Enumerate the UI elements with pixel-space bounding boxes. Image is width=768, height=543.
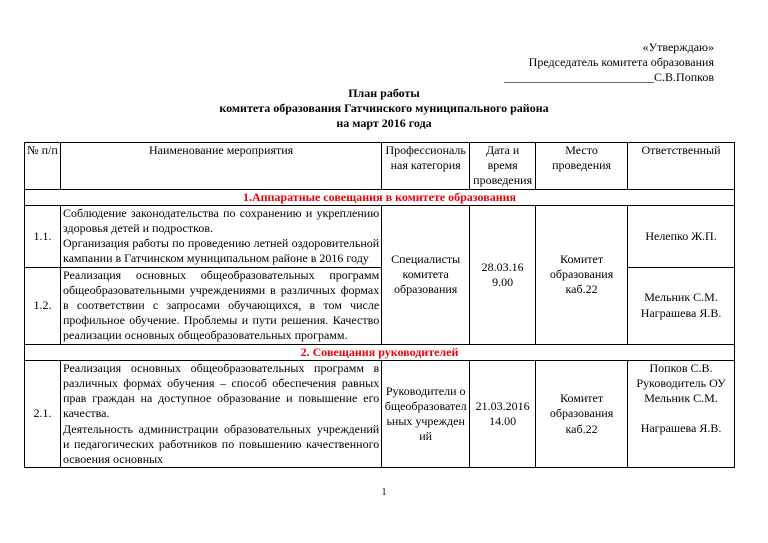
row-2-1-time: 14.00 [489, 414, 517, 429]
row-2-1-place: Комитет образования каб.22 [536, 360, 628, 467]
plan-table [24, 142, 735, 468]
section-1-title: 1.Аппаратные совещания в комитете образования [25, 189, 735, 205]
row-2-1-datetime [470, 360, 536, 467]
header-name: Наименование мероприятия [60, 143, 381, 190]
header-datetime: Дата и время проведения [470, 143, 536, 190]
row-1-1-responsible: Нелепко Ж.П. [628, 205, 735, 267]
title-line-2: комитета образования Гатчинского муниципального района [219, 101, 549, 115]
table-row [25, 360, 735, 467]
approval-line-2: Председатель комитета образования [528, 55, 714, 69]
row-1-2-name: Реализация основных общеобразовательных программ общеобразовательными учреждениями в различных формах в соответствии с запросами обучающихся, в том числе профильное обучение. Проблемы и пути решения. Качество реализации основных общеобразовательных программ. [60, 267, 381, 344]
section-2-title-row [25, 344, 735, 360]
section-1-title-row [25, 189, 735, 205]
section-1-date: 28.03.16 [481, 259, 524, 274]
table-header-row [25, 143, 735, 190]
header-responsible: Ответственный [628, 143, 735, 190]
row-2-1-name-a: Реализация основных общеобразовательных программ в различных формах обучения – способ обеспечения равных прав граждан на доступное образование и повышение его качества. [62, 360, 380, 421]
row-2-1-num: 2.1. [25, 360, 61, 467]
header-num: № п/п [25, 143, 61, 190]
row-1-1-name-a: Соблюдение законодательства по сохранению и укреплению здоровья детей и подростков. [62, 205, 380, 236]
title-line-1: План работы [348, 86, 420, 100]
row-1-2-responsible-1: Мельник С.М. [644, 290, 718, 305]
row-2-1-responsible-2: Руководитель ОУ [636, 376, 726, 391]
section-1-category: Специалисты комитета образования [382, 205, 470, 344]
table-row [25, 205, 735, 267]
approval-block [504, 40, 714, 85]
section-1-place: Комитет образования каб.22 [536, 205, 628, 344]
title-line-3: на март 2016 года [336, 116, 432, 130]
row-2-1-date: 21.03.2016 [475, 398, 530, 413]
page-number: 1 [381, 487, 387, 498]
row-1-1-name-b: Организация работы по проведению летней оздоровительной кампании в Гатчинском муниципальном районе в 2016 году [62, 236, 380, 266]
approval-signature-line: _________________________С.В.Попков [504, 70, 714, 84]
row-2-1-category: Руководители общеобразовательных учреждений [382, 360, 470, 467]
table-row [25, 267, 735, 344]
row-1-2-responsible [628, 267, 735, 344]
header-category: Профессиональная категория [382, 143, 470, 190]
section-1-time: 9.00 [492, 274, 514, 289]
row-1-1-name [60, 205, 381, 267]
row-2-1-responsible [628, 360, 735, 467]
row-2-1-name [60, 360, 381, 467]
row-2-1-name-b: Деятельность администрации образовательных учреждений и педагогических работников по повышению качественного освоения основных [62, 421, 380, 467]
section-2-title: 2. Совещания руководителей [25, 344, 735, 360]
header-place: Место проведения [536, 143, 628, 190]
row-1-2-num: 1.2. [25, 267, 61, 344]
document-title [0, 86, 768, 131]
row-2-1-responsible-1: Попков С.В. [649, 360, 713, 375]
row-1-1-num: 1.1. [25, 205, 61, 267]
row-2-1-responsible-4: Награшева Я.В. [640, 421, 722, 436]
section-1-datetime [470, 205, 536, 344]
row-2-1-responsible-3: Мельник С.М. [644, 391, 718, 406]
approval-line-1: «Утверждаю» [642, 40, 714, 54]
row-1-2-responsible-2: Награшева Я.В. [640, 305, 722, 320]
